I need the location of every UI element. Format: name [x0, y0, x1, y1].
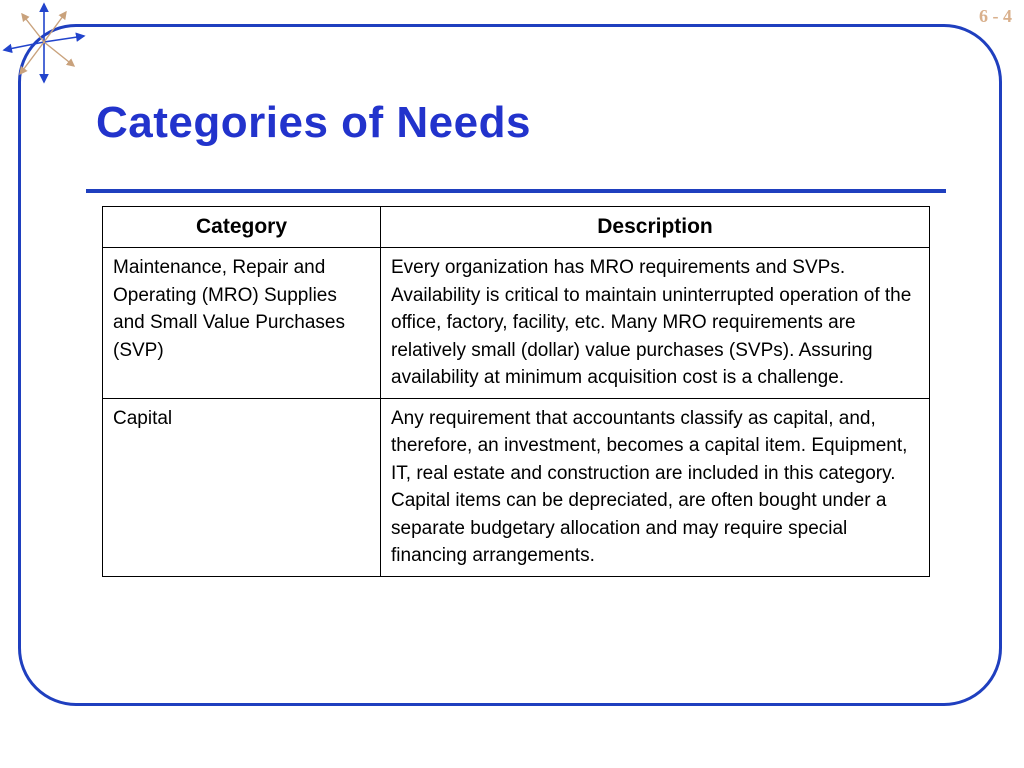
compass-arrows-icon	[0, 0, 100, 90]
table-row	[103, 398, 930, 576]
column-header-category: Category	[103, 207, 381, 248]
category-cell: Maintenance, Repair and Operating (MRO) Supplies and Small Value Purchases (SVP)	[103, 248, 381, 399]
description-cell: Any requirement that accountants classify as capital, and, therefore, an investment, becomes a capital item. Equipment, IT, real estate and construction are included in this category. Capital items can be depreciated, are often bought under a separate budgetary allocation and may require special financing arrangements.	[381, 398, 930, 576]
category-cell: Capital	[103, 398, 381, 576]
table-row	[103, 248, 930, 399]
page-number: 6 - 4	[979, 6, 1012, 26]
title-divider	[86, 189, 946, 193]
column-header-description: Description	[381, 207, 930, 248]
needs-table	[102, 206, 930, 577]
table-header-row	[103, 207, 930, 248]
description-cell: Every organization has MRO requirements and SVPs. Availability is critical to maintain uninterrupted operation of the office, factory, facility, etc. Many MRO requirements are relatively small (dollar) value purchases (SVPs). Assuring availability at minimum acquisition cost is a challenge.	[381, 248, 930, 399]
slide-title: Categories of Needs	[96, 98, 531, 147]
